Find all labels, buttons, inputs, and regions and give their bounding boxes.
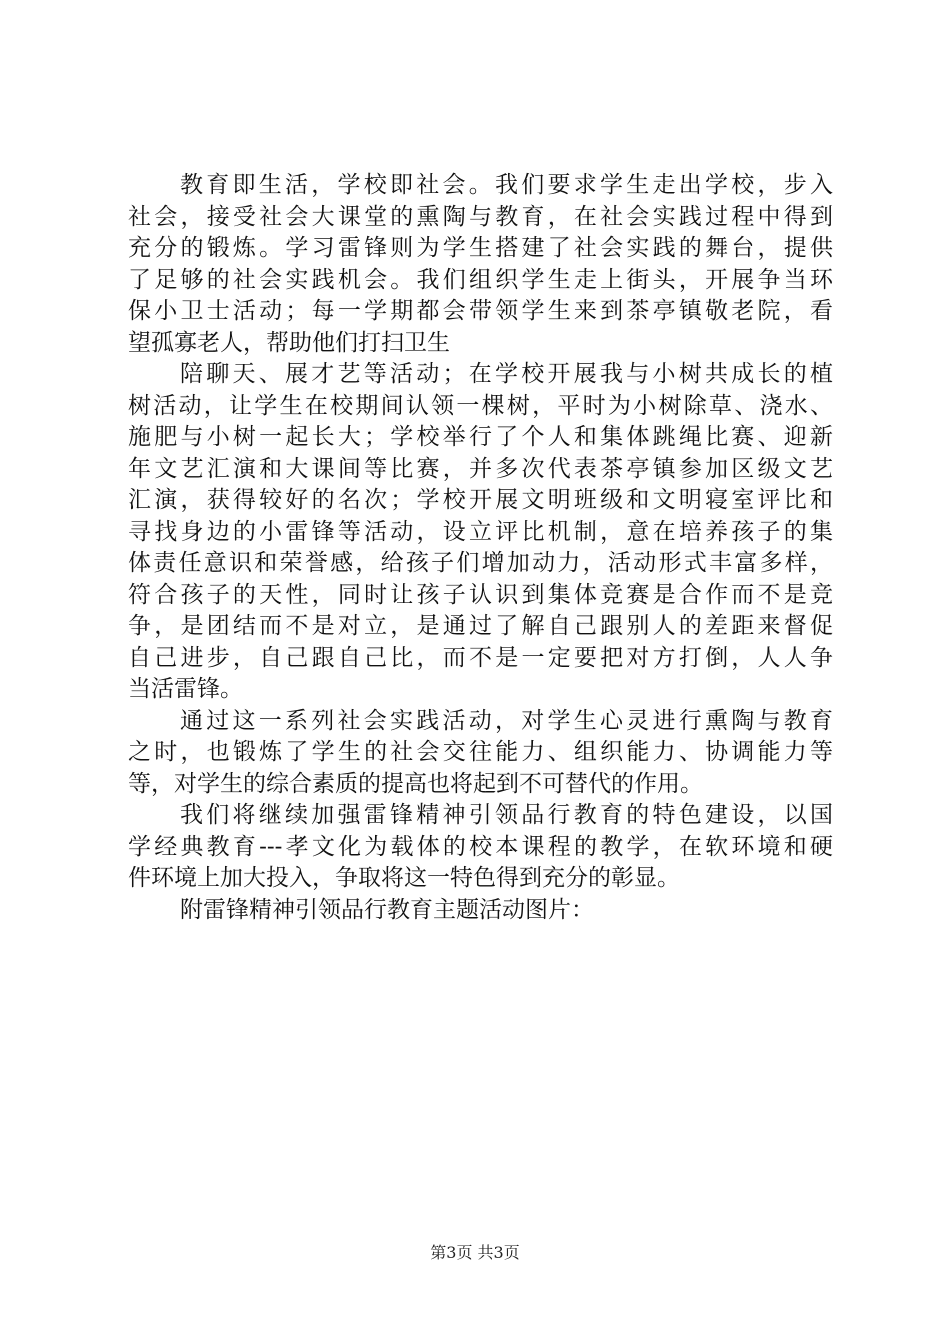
text-line: 等，对学生的综合素质的提高也将起到不可替代的作用。 bbox=[128, 770, 703, 797]
text-line: 当活雷锋。 bbox=[128, 676, 243, 702]
text-line: 我们将继续加强雷锋精神引领品行教育的特色建设，以国 bbox=[180, 802, 833, 828]
text-line: 自己进步，自己跟自己比，而不是一定要把对方打倒，人人争 bbox=[128, 644, 833, 671]
text-line: 通过这一系列社会实践活动，对学生心灵进行熏陶与教育 bbox=[180, 707, 833, 734]
paragraph-5 bbox=[128, 895, 833, 927]
text-line: 望孤寡老人，帮助他们打扫卫生 bbox=[128, 329, 450, 356]
text-line: 寻找身边的小雷锋等活动，设立评比机制，意在培养孩子的集 bbox=[128, 518, 833, 545]
text-line: 社会，接受社会大课堂的熏陶与教育，在社会实践过程中得到 bbox=[128, 203, 833, 230]
text-line: 年文艺汇演和大课间等比赛，并多次代表茶亭镇参加区级文艺 bbox=[128, 455, 833, 482]
text-line: 充分的锻炼。学习雷锋则为学生搭建了社会实践的舞台，提供 bbox=[128, 235, 833, 261]
text-line: 学经典教育---孝文化为载体的校本课程的教学，在软环境和硬 bbox=[128, 833, 833, 860]
text-line: 体责任意识和荣誉感，给孩子们增加动力，活动形式丰富多样， bbox=[128, 550, 833, 576]
page-number: 第3页 共3页 bbox=[430, 1243, 520, 1262]
text-line: 陪聊天、展才艺等活动；在学校开展我与小树共成长的植 bbox=[180, 361, 833, 387]
paragraph-1 bbox=[128, 170, 833, 359]
text-line: 汇演，获得较好的名次；学校开展文明班级和文明寝室评比和 bbox=[128, 487, 833, 513]
text-line: 争，是团结而不是对立，是通过了解自己跟别人的差距来督促 bbox=[128, 613, 833, 639]
text-line: 件环境上加大投入，争取将这一特色得到充分的彰显。 bbox=[128, 865, 680, 891]
text-line: 保小卫士活动；每一学期都会带领学生来到茶亭镇敬老院，看 bbox=[128, 298, 833, 324]
text-line: 之时，也锻炼了学生的社会交往能力、组织能力、协调能力等 bbox=[128, 739, 833, 765]
paragraph-4 bbox=[128, 800, 833, 895]
text-line: 了足够的社会实践机会。我们组织学生走上街头，开展争当环 bbox=[128, 266, 833, 293]
text-line: 树活动，让学生在校期间认领一棵树，平时为小树除草、浇水、 bbox=[128, 392, 833, 419]
document-body bbox=[128, 170, 833, 926]
page-footer bbox=[0, 1242, 950, 1264]
text-line: 附雷锋精神引领品行教育主题活动图片： bbox=[180, 896, 594, 923]
text-line: 教育即生活，学校即社会。我们要求学生走出学校，步入 bbox=[180, 172, 833, 198]
paragraph-3 bbox=[128, 706, 833, 801]
paragraph-2 bbox=[128, 359, 833, 706]
text-line: 符合孩子的天性，同时让孩子认识到集体竞赛是合作而不是竞 bbox=[128, 581, 833, 608]
text-line: 施肥与小树一起长大；学校举行了个人和集体跳绳比赛、迎新 bbox=[128, 424, 833, 450]
